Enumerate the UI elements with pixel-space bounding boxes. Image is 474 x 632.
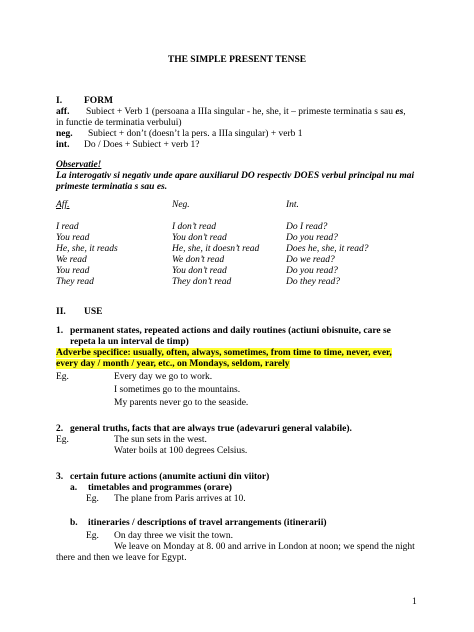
use1-heading-line1 (56, 326, 391, 337)
table-cell: You don’t read (172, 266, 227, 276)
table-cell: You read (56, 233, 90, 243)
table-cell: Do I read? (286, 222, 328, 232)
use1-adverbs-highlight-1: Adverbe specifice: usually, often, always, sometimes, from time to time, never, ever, (56, 348, 392, 358)
table-cell: He, she, it doesn’t read (172, 244, 260, 254)
use1-example-2: I sometimes go to the mountains. (114, 385, 241, 395)
section-use-heading (56, 307, 102, 318)
table-cell: They don’t read (172, 277, 232, 287)
table-cell: You read (56, 266, 90, 276)
aff-text-emphasis: es (395, 107, 404, 117)
document-title: THE SIMPLE PRESENT TENSE (167, 55, 307, 65)
section-form-numeral: I. (56, 96, 63, 106)
use1-heading: permanent states, repeated actions and daily routines (actiuni obisnuite, care se (70, 326, 391, 336)
use1-example-label: Eg. (56, 372, 69, 382)
section-use-title: USE (84, 307, 103, 317)
use1-adverbs-line1 (56, 348, 392, 359)
use3b-example-2: We leave on Monday at 8. 00 and arrive in London at noon; we spend the night (114, 542, 415, 552)
int-label: int. (56, 140, 70, 150)
use1-heading-line2: repeta la un interval de timp) (70, 337, 189, 347)
use2-heading-line (56, 424, 352, 435)
table-cell: Do you read? (286, 233, 338, 243)
section-form-title: FORM (84, 96, 114, 106)
use3-heading: certain future actions (anumite actiuni din viitor) (70, 472, 270, 482)
neg-label: neg. (56, 129, 73, 139)
page-number: 1 (412, 597, 417, 607)
table-cell: We don’t read (172, 255, 225, 265)
table-cell: I read (56, 222, 79, 232)
aff-text-end: , (403, 107, 406, 117)
use1-adverbs-highlight-2: every day / month / year, etc., on Mondays, seldom, rarely (56, 359, 290, 369)
use3b-label: b. (70, 518, 78, 528)
aff-text: Subiect + Verb 1 (persoana a IIIa singular - he, she, it – primeste terminatia s sau (86, 107, 396, 117)
table-header-neg: Neg. (172, 200, 190, 210)
int-text: Do / Does + Subiect + verb 1? (84, 140, 200, 150)
use2-example-1: The sun sets in the west. (114, 435, 207, 445)
use3a-label: a. (70, 483, 78, 493)
section-use-numeral: II. (56, 307, 66, 317)
use3b-example-1: On day three we visit the town. (114, 531, 233, 541)
table-cell: You don’t read (172, 233, 227, 243)
form-aff-continuation: in functie de terminatia verbului) (56, 118, 182, 128)
table-cell: They read (56, 277, 94, 287)
use3a-example: The plane from Paris arrives at 10. (114, 494, 246, 504)
use1-adverbs-line2 (56, 359, 290, 370)
table-cell: He, she, it reads (56, 244, 118, 254)
use2-heading: general truths, facts that are always true (adevaruri general valabile). (70, 424, 352, 434)
use3b-example-label: Eg. (86, 531, 99, 541)
form-int-line (56, 140, 199, 151)
use2-example-label: Eg. (56, 435, 69, 445)
use3b-heading (70, 518, 327, 529)
table-cell: Do they read? (286, 277, 340, 287)
use2-number: 2. (56, 424, 64, 434)
use3b-example-3: there and then we leave for Egypt. (56, 553, 187, 563)
use3a-title: timetables and programmes (orare) (88, 483, 232, 493)
table-cell: I don’t read (172, 222, 216, 232)
use3a-heading (70, 483, 232, 494)
form-aff-line (56, 107, 406, 118)
observatie-text-line1: La interogativ si negativ unde apare auxiliarul DO respectiv DOES verbul principal nu mai (56, 171, 415, 181)
table-header-aff: Aff. (56, 200, 70, 210)
use3b-title: itineraries / descriptions of travel arrangements (itinerarii) (88, 518, 327, 528)
use1-number: 1. (56, 326, 64, 336)
aff-label: aff. (56, 107, 70, 117)
table-cell: We read (56, 255, 87, 265)
section-form-heading (56, 96, 113, 107)
use3-heading-line (56, 472, 269, 483)
use3a-example-label: Eg. (86, 494, 99, 504)
use1-example-1: Every day we go to work. (114, 372, 213, 382)
use3-number: 3. (56, 472, 64, 482)
table-header-int: Int. (286, 200, 299, 210)
observatie-heading: Observatie! (56, 160, 102, 170)
use2-example-2: Water boils at 100 degrees Celsius. (114, 446, 248, 456)
neg-text: Subiect + don’t (doesn’t la pers. a IIIa singular) + verb 1 (88, 129, 303, 139)
observatie-text-line2: primeste terminatia s sau es. (56, 182, 168, 192)
form-neg-line (56, 129, 303, 140)
use1-example-3: My parents never go to the seaside. (114, 398, 249, 408)
table-cell: Do we read? (286, 255, 335, 265)
table-cell: Do you read? (286, 266, 338, 276)
table-cell: Does he, she, it read? (286, 244, 369, 254)
